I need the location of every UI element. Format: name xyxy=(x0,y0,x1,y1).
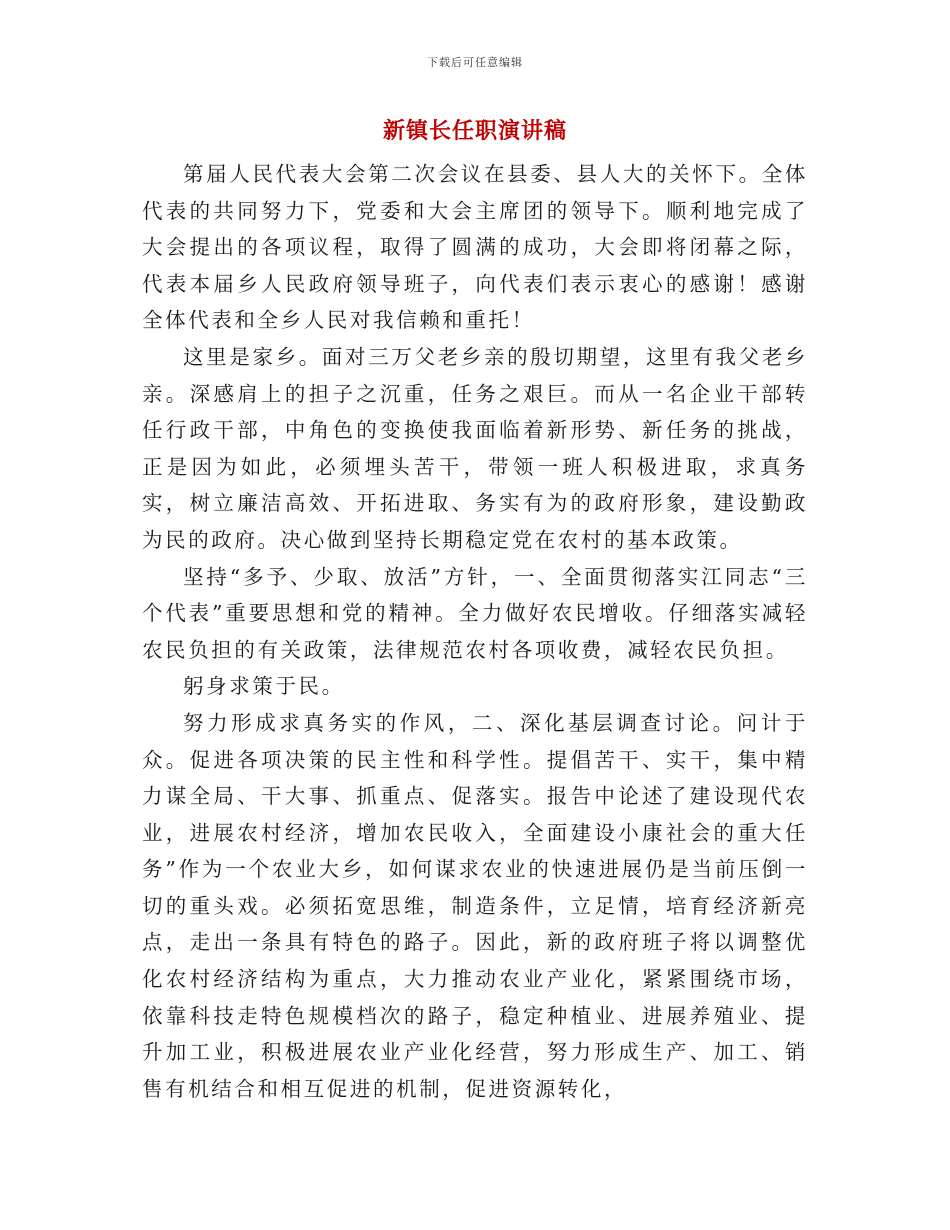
paragraph: 努力形成求真务实的作风，二、深化基层调查讨论。问计于众。促进各项决策的民主性和科学性。提倡苦干、实干，集中精力谋全局、干大事、抓重点、促落实。报告中论述了建设现代农业，进展农村经济，增加农民收入，全面建设小康社会的重大任务”作为一个农业大乡，如何谋求农业的快速进展仍是当前压倒一切的重头戏。必须拓宽思维，制造条件，立足情，培育经济新亮点，走出一条具有特色的路子。因此，新的政府班子将以调整优化农村经济结构为重点，大力推动农业产业化，紧紧围绕市场，依靠科技走特色规模档次的路子，稳定种植业、进展养殖业、提升加工业，积极进展农业产业化经营，努力形成生产、加工、销售有机结合和相互促进的机制，促进资源转化， xyxy=(142,710,808,1101)
paragraph: 坚持“多予、少取、放活”方针，一、全面贯彻落实江同志“三个代表”重要思想和党的精神。全力做好农民增收。仔细落实减轻农民负担的有关政策，法律规范农村各项收费，减轻农民负担。 xyxy=(142,564,808,662)
document-body xyxy=(142,156,808,1107)
document-title: 新镇长任职演讲稿 xyxy=(382,119,567,144)
header-note: 下载后可任意编辑 xyxy=(427,56,523,69)
paragraph: 躬身求策于民。 xyxy=(183,674,345,699)
paragraph: 第届人民代表大会第二次会议在县委、县人大的关怀下。全体代表的共同努力下，党委和大会主席团的领导下。顺利地完成了大会提出的各项议程，取得了圆满的成功，大会即将闭幕之际，代表本届乡人民政府领导班子，向代表们表示衷心的感谢！感谢全体代表和全乡人民对我信赖和重托！ xyxy=(142,162,808,333)
paragraph: 这里是家乡。面对三万父老乡亲的殷切期望，这里有我父老乡亲。深感肩上的担子之沉重，任务之艰巨。而从一名企业干部转任行政干部，中角色的变换使我面临着新形势、新任务的挑战，正是因为如此，必须埋头苦干，带领一班人积极进取，求真务实，树立廉洁高效、开拓进取、务实有为的政府形象，建设勤政为民的政府。决心做到坚持长期稳定党在农村的基本政策。 xyxy=(142,344,808,552)
